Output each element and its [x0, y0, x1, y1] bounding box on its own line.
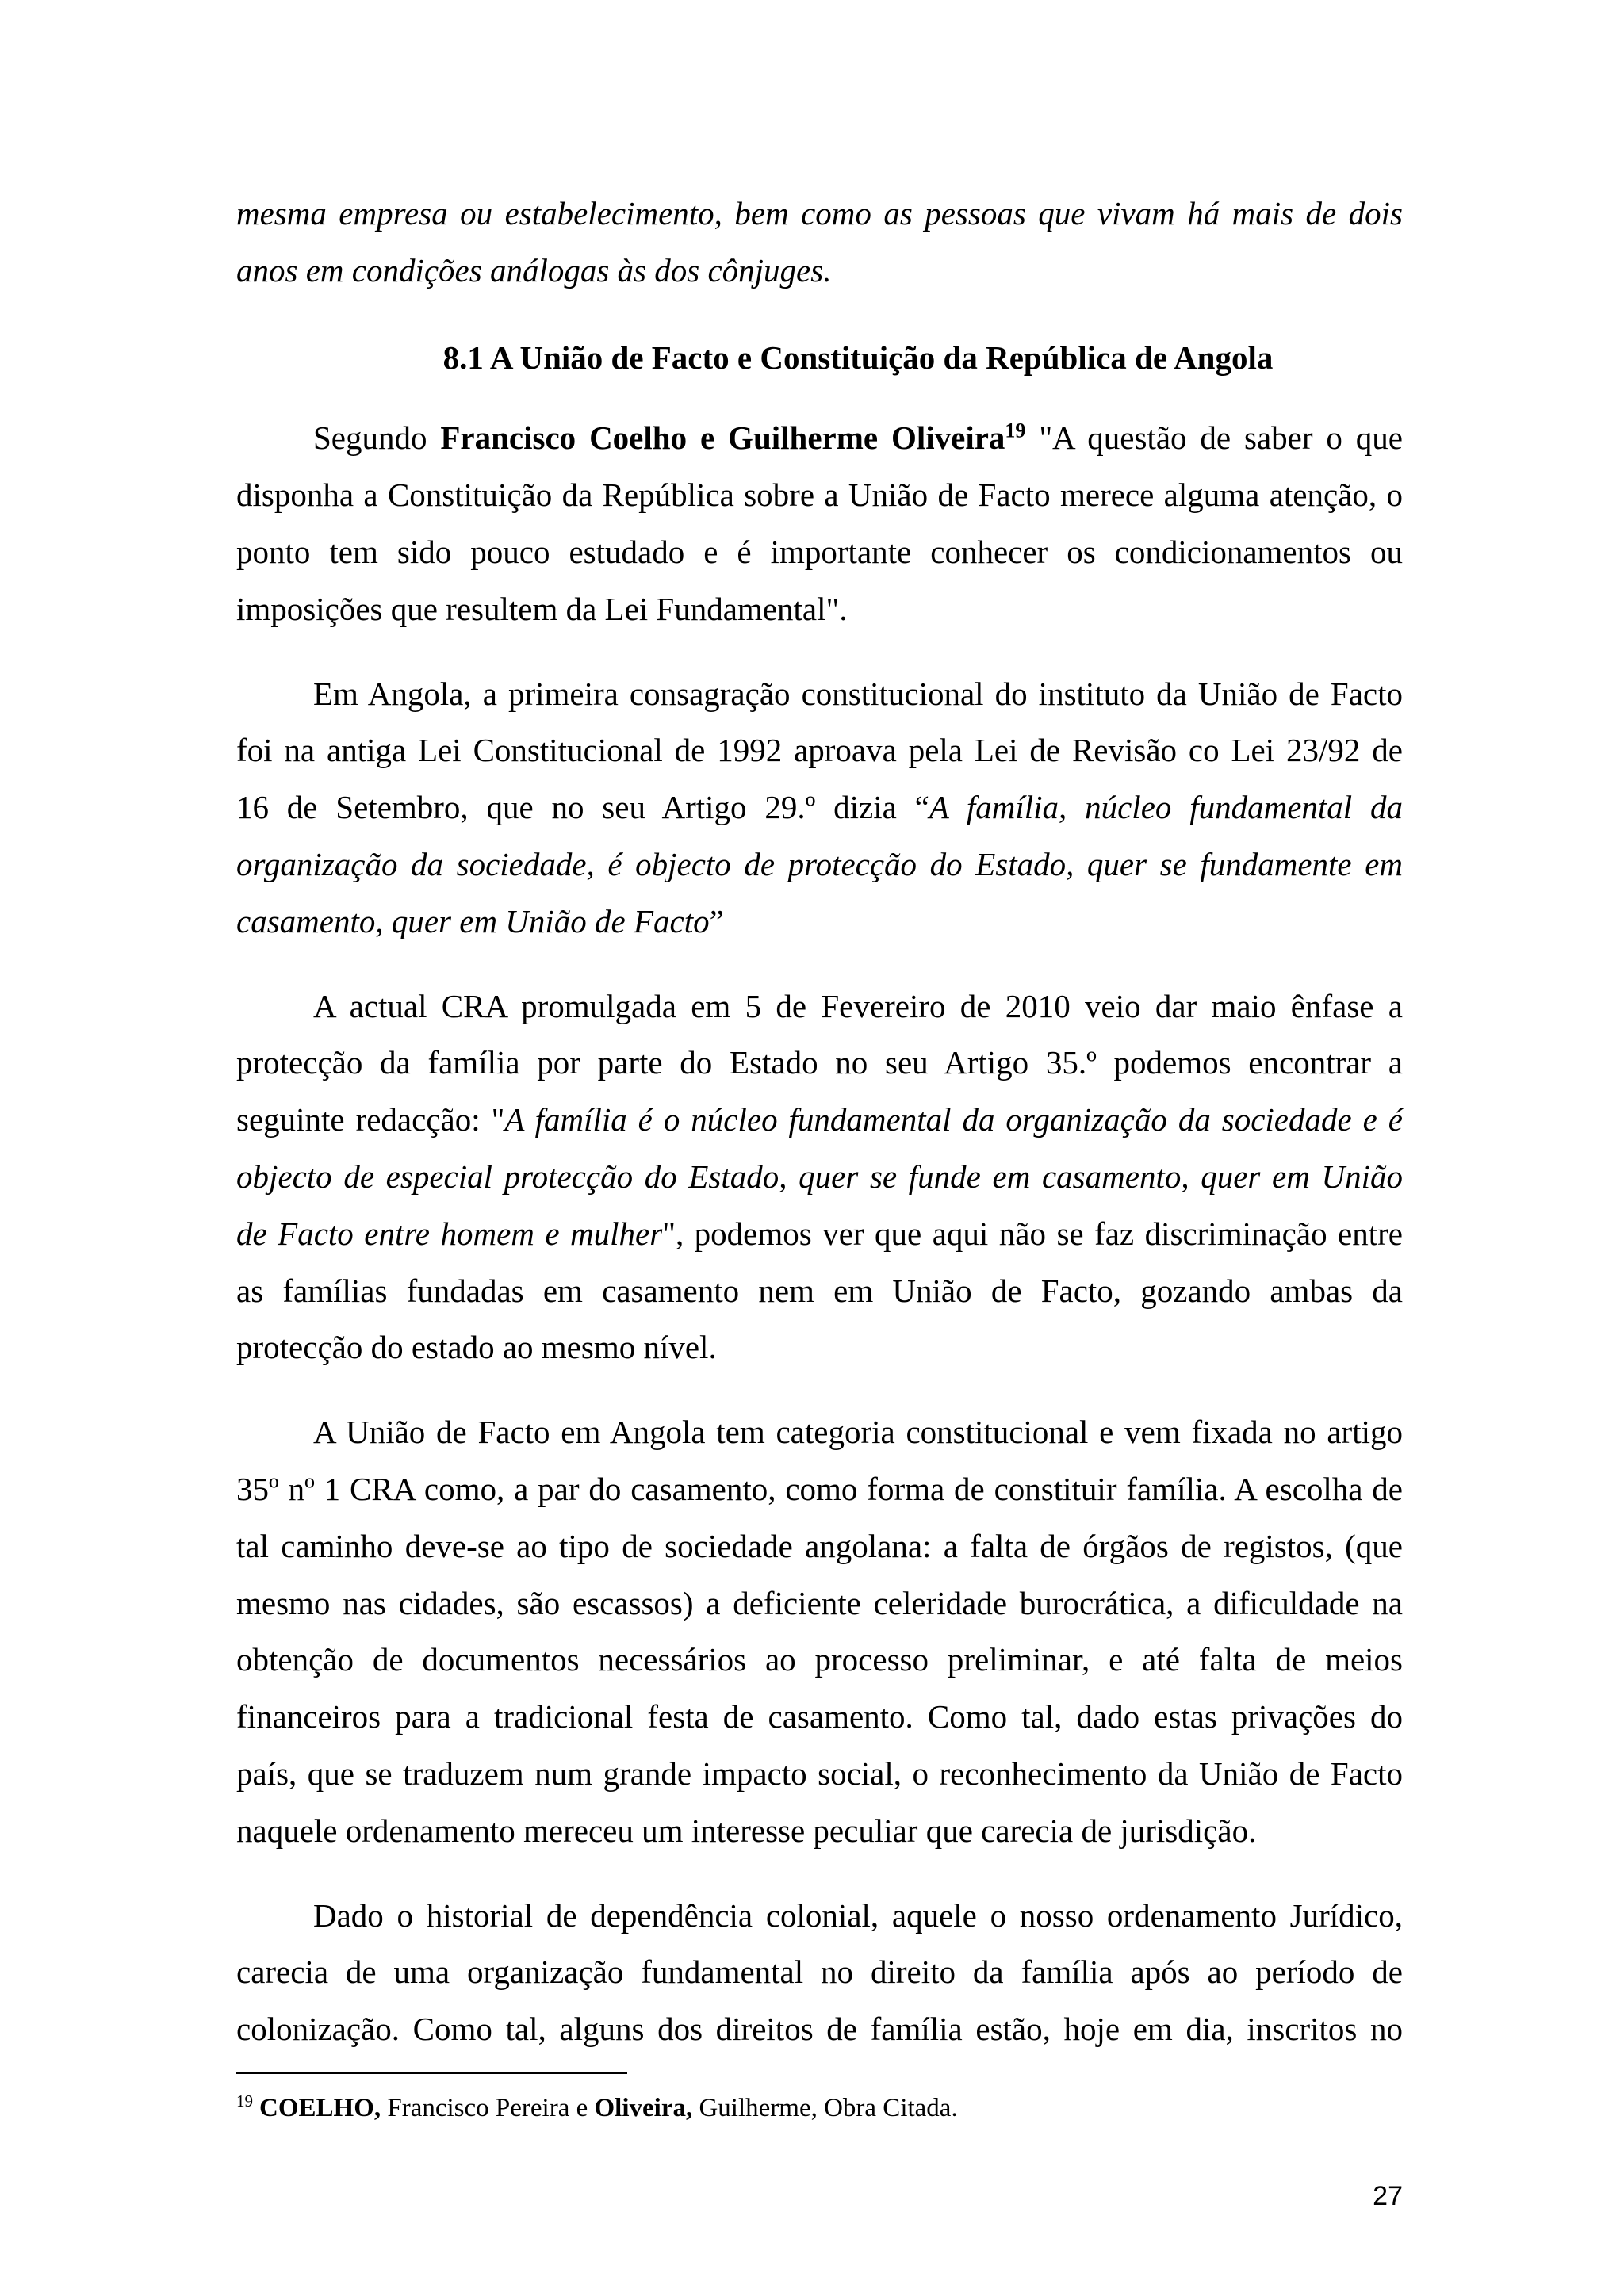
paragraph	[236, 1404, 1403, 1859]
text-line: foi na antiga Lei Constitucional de 1992 aproava pela Lei de Revisão co Lei 23/92 de	[236, 732, 1403, 769]
text-line: A actual CRA promulgada em 5 de Fevereiro de 2010 veio dar maio ênfase a	[313, 987, 1403, 1024]
text-line: organização da sociedade, é objecto de protecção do Estado, quer se fundamente em	[236, 845, 1403, 882]
text-line: mesma empresa ou estabelecimento, bem como as pessoas que vivam há mais de dois	[236, 195, 1403, 232]
paragraph	[236, 1888, 1403, 2058]
text-run: Segundo	[313, 419, 441, 457]
footnote	[236, 2092, 958, 2124]
footnote-marker: 19	[236, 2091, 253, 2110]
footnote-reference: 19	[1005, 419, 1026, 442]
paragraph	[236, 410, 1403, 637]
paragraph	[236, 978, 1403, 1377]
text-line: objecto de especial protecção do Estado, quer se funde em casamento, quer em União	[236, 1158, 1403, 1195]
text-line: ponto tem sido pouco estudado e é importante conhecer os condicionamentos ou	[236, 533, 1403, 570]
text-line	[236, 1206, 1403, 1263]
continued-paragraph	[236, 186, 1403, 300]
text-run: ", podemos ver que aqui não se faz discriminação entre	[662, 1215, 1403, 1252]
text-line: protecção da família por parte do Estado no seu Artigo 35.º podemos encontrar a	[236, 1044, 1403, 1081]
page-number: 27	[1373, 2181, 1403, 2211]
section-heading: 8.1 A União de Facto e Constituição da República de Angola	[442, 339, 1274, 376]
text-line: naquele ordenamento mereceu um interesse peculiar que carecia de jurisdição.	[236, 1812, 1257, 1849]
text-run: ”	[709, 902, 724, 939]
text-line: A União de Facto em Angola tem categoria constitucional e vem fixada no artigo	[313, 1414, 1403, 1451]
text-line: disponha a Constituição da República sobre a União de Facto merece alguma atenção, o	[236, 476, 1403, 514]
text-line: colonização. Como tal, alguns dos direitos de família estão, hoje em dia, inscritos no	[236, 2011, 1403, 2048]
text-run: "A questão de saber o que	[1025, 419, 1403, 457]
text-line	[236, 410, 1403, 467]
text-line: protecção do estado ao mesmo nível.	[236, 1329, 717, 1366]
text-line: anos em condições análogas às dos cônjuges.	[236, 251, 832, 289]
cited-authors: Francisco Coelho e Guilherme Oliveira	[440, 419, 1005, 457]
text-line: imposições que resultem da Lei Fundamental".	[236, 590, 848, 627]
text-line: Em Angola, a primeira consagração constitucional do instituto da União de Facto	[313, 675, 1403, 712]
footnote-text: Guilherme, Obra Citada.	[692, 2094, 958, 2122]
footnote-author: COELHO,	[259, 2094, 381, 2122]
footnote-text: Francisco Pereira e	[381, 2094, 595, 2122]
text-line: obtenção de documentos necessários ao processo preliminar, e até falta de meios	[236, 1641, 1403, 1678]
text-line: tal caminho deve-se ao tipo de sociedade angolana: a falta de órgãos de registos, (que	[236, 1527, 1403, 1564]
text-line: as famílias fundadas em casamento nem em União de Facto, gozando ambas da	[236, 1272, 1403, 1309]
text-line: financeiros para a tradicional festa de casamento. Como tal, dado estas privações do	[236, 1698, 1403, 1735]
text-line: Dado o historial de dependência colonial, aquele o nosso ordenamento Jurídico,	[313, 1896, 1403, 1934]
text-line: país, que se traduzem num grande impacto social, o reconhecimento da União de Facto	[236, 1755, 1403, 1792]
quoted-text: de Facto entre homem e mulher	[236, 1215, 663, 1252]
text-run: seguinte redacção: "	[236, 1101, 505, 1138]
text-line: 35º nº 1 CRA como, a par do casamento, como forma de constituir família. A escolha de	[236, 1470, 1403, 1507]
text-line	[236, 779, 1403, 836]
body-text	[236, 186, 1403, 2058]
text-line: mesmo nas cidades, são escassos) a deficiente celeridade burocrática, a dificuldade na	[236, 1584, 1403, 1621]
footnote-separator	[236, 2072, 627, 2074]
text-line	[236, 894, 1403, 951]
quoted-text: A família é o núcleo fundamental da organização da sociedade e é	[504, 1101, 1403, 1138]
text-line	[236, 1092, 1403, 1149]
paragraph	[236, 666, 1403, 951]
text-line: carecia de uma organização fundamental no direito da família após ao período de	[236, 1954, 1403, 1991]
footnote-author: Oliveira,	[594, 2094, 693, 2122]
quoted-text: casamento, quer em União de Facto	[236, 902, 710, 939]
quoted-text: A família, núcleo fundamental da	[929, 789, 1403, 826]
text-run: 16 de Setembro, que no seu Artigo 29.º dizia “	[236, 789, 929, 826]
